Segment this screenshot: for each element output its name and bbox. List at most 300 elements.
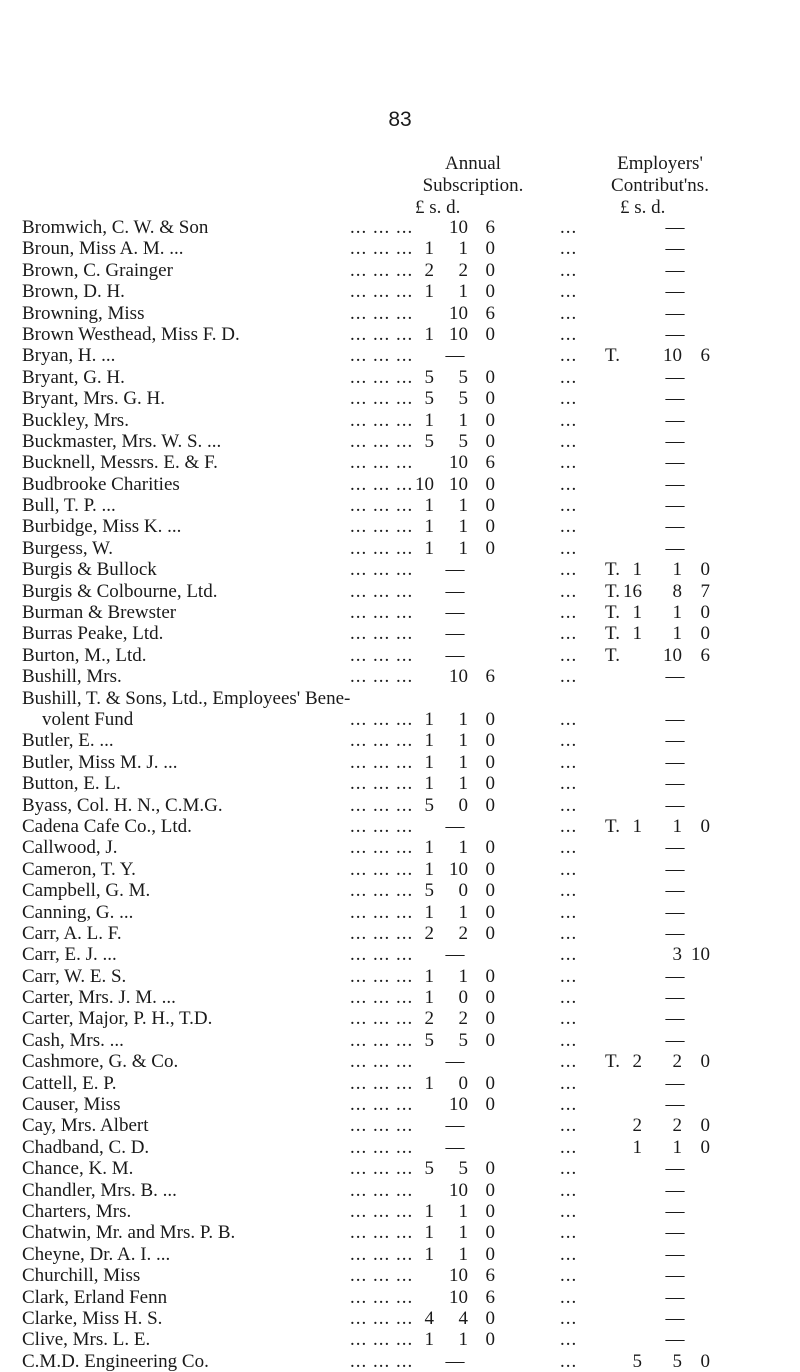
- annual-dash: —: [445, 623, 465, 645]
- list-row: [0, 1030, 800, 1051]
- leader-dots: ... ... ...: [350, 1008, 414, 1030]
- list-row: [0, 431, 800, 452]
- annual-shillings: 5: [458, 366, 468, 388]
- annual-shillings: 1: [458, 965, 468, 987]
- leader-dots: ... ... ...: [350, 751, 414, 773]
- annual-pounds: 5: [424, 1158, 434, 1180]
- leader-dots: ...: [560, 602, 578, 624]
- leader-dots: ...: [560, 409, 578, 431]
- annual-pounds: 5: [424, 880, 434, 902]
- list-row: [0, 281, 800, 302]
- employers-contributions-header: [565, 153, 755, 197]
- annual-pounds: 1: [424, 281, 434, 303]
- leader-dots: ... ... ...: [350, 1222, 414, 1244]
- list-row: [0, 1051, 800, 1072]
- annual-pence: 0: [485, 773, 495, 795]
- leader-dots: ... ... ...: [350, 730, 414, 752]
- leader-dots: ...: [560, 1051, 578, 1073]
- employer-pounds: 1: [632, 559, 642, 581]
- leader-dots: ... ... ...: [350, 922, 414, 944]
- annual-shillings: 10: [449, 302, 468, 324]
- subscriber-name: Buckmaster, Mrs. W. S. ...: [22, 430, 222, 452]
- leader-dots: ... ... ...: [350, 259, 414, 281]
- employer-t-mark: T.: [605, 345, 620, 367]
- list-row: [0, 837, 800, 858]
- annual-pence: 0: [485, 1179, 495, 1201]
- subscriber-name: Cadena Cafe Co., Ltd.: [22, 815, 192, 837]
- annual-pounds: 4: [424, 1307, 434, 1329]
- leader-dots: ...: [560, 858, 578, 880]
- subscriber-name: Chance, K. M.: [22, 1158, 134, 1180]
- employer-dash: —: [665, 1307, 685, 1329]
- leader-dots: ...: [560, 473, 578, 495]
- leader-dots: ...: [560, 1094, 578, 1116]
- subscriber-name: Carr, E. J. ...: [22, 944, 117, 966]
- annual-shillings: 2: [458, 259, 468, 281]
- annual-shillings: 5: [458, 388, 468, 410]
- annual-pounds: 1: [424, 495, 434, 517]
- employer-shillings: 1: [672, 559, 682, 581]
- subscriber-name: Burman & Brewster: [22, 602, 177, 624]
- annual-pence: 0: [485, 388, 495, 410]
- leader-dots: ... ... ...: [350, 880, 414, 902]
- annual-pounds: 1: [424, 1072, 434, 1094]
- annual-shillings: 0: [458, 987, 468, 1009]
- employer-shillings: 10: [663, 345, 682, 367]
- annual-dash: —: [445, 345, 465, 367]
- annual-shillings: 1: [458, 281, 468, 303]
- annual-shillings: 4: [458, 1307, 468, 1329]
- leader-dots: ... ... ...: [350, 666, 414, 688]
- employer-shillings: 1: [672, 602, 682, 624]
- list-row: [0, 752, 800, 773]
- leader-dots: ... ... ...: [350, 1158, 414, 1180]
- list-row: [0, 495, 800, 516]
- leader-dots: ... ... ...: [350, 1094, 414, 1116]
- subscriber-name: Brown, C. Grainger: [22, 259, 173, 281]
- subscriber-name: Carr, A. L. F.: [22, 922, 122, 944]
- annual-shillings: 10: [449, 666, 468, 688]
- leader-dots: ... ... ...: [350, 323, 414, 345]
- employer-shillings: 5: [672, 1350, 682, 1372]
- leader-dots: ... ... ...: [350, 708, 414, 730]
- list-row: [0, 773, 800, 794]
- subscriber-name: Brown, D. H.: [22, 281, 125, 303]
- subscriber-name: Burgess, W.: [22, 537, 113, 559]
- subscription-list: [0, 217, 800, 1372]
- leader-dots: ...: [560, 559, 578, 581]
- annual-pence: 0: [485, 751, 495, 773]
- list-row: [0, 1158, 800, 1179]
- list-row: [0, 410, 800, 431]
- leader-dots: ... ... ...: [350, 281, 414, 303]
- leader-dots: ...: [560, 880, 578, 902]
- leader-dots: ...: [560, 922, 578, 944]
- subscriber-name: Callwood, J.: [22, 837, 118, 859]
- annual-shillings: 10: [449, 858, 468, 880]
- annual-pounds: 1: [424, 238, 434, 260]
- list-row: [0, 260, 800, 281]
- leader-dots: ...: [560, 238, 578, 260]
- subscriber-name: Bushill, Mrs.: [22, 666, 122, 688]
- employer-dash: —: [665, 666, 685, 688]
- employer-shillings: 1: [672, 623, 682, 645]
- employer-dash: —: [665, 751, 685, 773]
- list-row: [0, 217, 800, 238]
- employer-dash: —: [665, 1029, 685, 1051]
- list-row: [0, 709, 800, 730]
- annual-pounds: 1: [424, 537, 434, 559]
- subscriber-name: Bucknell, Messrs. E. & F.: [22, 452, 218, 474]
- annual-pence: 0: [485, 409, 495, 431]
- employer-t-mark: T.: [605, 815, 620, 837]
- annual-shillings: 1: [458, 901, 468, 923]
- list-row: [0, 966, 800, 987]
- employer-shillings: 2: [672, 1051, 682, 1073]
- annual-pence: 0: [485, 1094, 495, 1116]
- employer-dash: —: [665, 987, 685, 1009]
- leader-dots: ... ... ...: [350, 901, 414, 923]
- annual-pounds: 1: [424, 1243, 434, 1265]
- employer-pounds: 16: [623, 580, 642, 602]
- employer-pence: 10: [691, 944, 710, 966]
- list-row: [0, 538, 800, 559]
- leader-dots: ... ... ...: [350, 1072, 414, 1094]
- annual-pence: 0: [485, 922, 495, 944]
- leader-dots: ...: [560, 730, 578, 752]
- subscriber-name: Cameron, T. Y.: [22, 858, 136, 880]
- employer-dash: —: [665, 1200, 685, 1222]
- subscriber-name: Causer, Miss: [22, 1094, 121, 1116]
- leader-dots: ... ... ...: [350, 623, 414, 645]
- annual-shillings: 5: [458, 1158, 468, 1180]
- employer-dash: —: [665, 965, 685, 987]
- leader-dots: ... ... ...: [350, 430, 414, 452]
- annual-shillings: 1: [458, 495, 468, 517]
- employer-dash: —: [665, 217, 685, 238]
- employer-t-mark: T.: [605, 623, 620, 645]
- subscriber-name: Broun, Miss A. M. ...: [22, 238, 184, 260]
- annual-pounds: 10: [415, 473, 434, 495]
- leader-dots: ... ... ...: [350, 1286, 414, 1308]
- list-row: [0, 324, 800, 345]
- employer-dash: —: [665, 281, 685, 303]
- list-row: [0, 645, 800, 666]
- employer-pence: 6: [700, 644, 710, 666]
- leader-dots: ...: [560, 1158, 578, 1180]
- annual-shillings: 1: [458, 773, 468, 795]
- list-row: [0, 367, 800, 388]
- list-row: [0, 1329, 800, 1350]
- annual-pence: 0: [485, 901, 495, 923]
- leader-dots: ...: [560, 644, 578, 666]
- employer-dash: —: [665, 1179, 685, 1201]
- employer-t-mark: T.: [605, 602, 620, 624]
- annual-pounds: 1: [424, 773, 434, 795]
- list-row: [0, 388, 800, 409]
- annual-pence: 0: [485, 1072, 495, 1094]
- employer-dash: —: [665, 537, 685, 559]
- employer-dash: —: [665, 409, 685, 431]
- subscriber-name: Charters, Mrs.: [22, 1200, 132, 1222]
- annual-pence: 0: [485, 537, 495, 559]
- annual-dash: —: [445, 1115, 465, 1137]
- leader-dots: ... ... ...: [350, 217, 414, 238]
- leader-dots: ...: [560, 259, 578, 281]
- leader-dots: ...: [560, 430, 578, 452]
- leader-dots: ... ... ...: [350, 1179, 414, 1201]
- annual-shillings: 1: [458, 1243, 468, 1265]
- annual-pence: 0: [485, 1329, 495, 1351]
- employer-dash: —: [665, 238, 685, 260]
- subscriber-name: Cattell, E. P.: [22, 1072, 117, 1094]
- leader-dots: ...: [560, 1307, 578, 1329]
- employer-dash: —: [665, 1243, 685, 1265]
- subscriber-name: Brown Westhead, Miss F. D.: [22, 323, 240, 345]
- subscriber-name: Burbidge, Miss K. ...: [22, 516, 182, 538]
- list-row: [0, 666, 800, 687]
- annual-pounds: 5: [424, 366, 434, 388]
- subscriber-name: Clark, Erland Fenn: [22, 1286, 168, 1308]
- leader-dots: ...: [560, 388, 578, 410]
- leader-dots: ... ... ...: [350, 987, 414, 1009]
- annual-dash: —: [445, 644, 465, 666]
- annual-shillings: 10: [449, 1179, 468, 1201]
- leader-dots: ... ... ...: [350, 644, 414, 666]
- employer-dash: —: [665, 495, 685, 517]
- annual-pence: 6: [485, 1265, 495, 1287]
- leader-dots: ... ... ...: [350, 495, 414, 517]
- annual-pence: 6: [485, 302, 495, 324]
- annual-pounds: 1: [424, 409, 434, 431]
- list-row: [0, 452, 800, 473]
- employer-dash: —: [665, 366, 685, 388]
- employer-t-mark: T.: [605, 580, 620, 602]
- annual-shillings: 1: [458, 1200, 468, 1222]
- leader-dots: ...: [560, 217, 578, 238]
- employer-pence: 0: [700, 559, 710, 581]
- leader-dots: ...: [560, 1136, 578, 1158]
- employer-dash: —: [665, 452, 685, 474]
- leader-dots: ... ... ...: [350, 944, 414, 966]
- leader-dots: ... ... ...: [350, 516, 414, 538]
- leader-dots: ...: [560, 773, 578, 795]
- leader-dots: ... ... ...: [350, 559, 414, 581]
- employer-pounds: 1: [632, 1136, 642, 1158]
- leader-dots: ...: [560, 366, 578, 388]
- subscriber-name: C.M.D. Engineering Co.: [22, 1350, 209, 1372]
- subscriber-name: Butler, Miss M. J. ...: [22, 751, 178, 773]
- annual-shillings: 0: [458, 1072, 468, 1094]
- annual-pence: 6: [485, 217, 495, 238]
- leader-dots: ...: [560, 495, 578, 517]
- employer-dash: —: [665, 302, 685, 324]
- annual-pence: 0: [485, 516, 495, 538]
- list-row: [0, 303, 800, 324]
- annual-shillings: 1: [458, 238, 468, 260]
- annual-dash: —: [445, 602, 465, 624]
- subscriber-name: Buckley, Mrs.: [22, 409, 129, 431]
- annual-pence: 0: [485, 880, 495, 902]
- leader-dots: ... ... ...: [350, 773, 414, 795]
- annual-shillings: 10: [449, 1094, 468, 1116]
- annual-shillings: 1: [458, 730, 468, 752]
- annual-pence: 0: [485, 430, 495, 452]
- employer-dash: —: [665, 730, 685, 752]
- subscriber-name: Budbrooke Charities: [22, 473, 180, 495]
- leader-dots: ...: [560, 1243, 578, 1265]
- annual-pounds: 5: [424, 1029, 434, 1051]
- list-row: [0, 345, 800, 366]
- leader-dots: ...: [560, 965, 578, 987]
- annual-shillings: 1: [458, 1329, 468, 1351]
- leader-dots: ... ... ...: [350, 837, 414, 859]
- list-row: [0, 1137, 800, 1158]
- list-row: [0, 1287, 800, 1308]
- subscriber-name: volent Fund: [42, 708, 134, 730]
- leader-dots: ...: [560, 1265, 578, 1287]
- leader-dots: ...: [560, 516, 578, 538]
- annual-pounds: 1: [424, 901, 434, 923]
- annual-pounds: 5: [424, 430, 434, 452]
- annual-pence: 0: [485, 1029, 495, 1051]
- employer-dash: —: [665, 1094, 685, 1116]
- employer-dash: —: [665, 1265, 685, 1287]
- subscriber-name: Browning, Miss: [22, 302, 145, 324]
- leader-dots: ... ... ...: [350, 858, 414, 880]
- subscriber-name: Clive, Mrs. L. E.: [22, 1329, 151, 1351]
- annual-shillings: 10: [449, 217, 468, 238]
- leader-dots: ... ... ...: [350, 1307, 414, 1329]
- subscriber-name: Burgis & Bullock: [22, 559, 157, 581]
- subscriber-name: Bushill, T. & Sons, Ltd., Employees' Bene-: [22, 687, 351, 709]
- employer-t-mark: T.: [605, 559, 620, 581]
- employer-pence: 0: [700, 1136, 710, 1158]
- leader-dots: ... ... ...: [350, 580, 414, 602]
- list-row: [0, 795, 800, 816]
- annual-pounds: 1: [424, 1329, 434, 1351]
- list-row: [0, 559, 800, 580]
- leader-dots: ... ... ...: [350, 1200, 414, 1222]
- annual-pounds: 5: [424, 388, 434, 410]
- annual-pence: 0: [485, 837, 495, 859]
- list-row: [0, 923, 800, 944]
- employer-shillings: 2: [672, 1115, 682, 1137]
- leader-dots: ...: [560, 1008, 578, 1030]
- employer-t-mark: T.: [605, 1051, 620, 1073]
- subscriber-name: Byass, Col. H. N., C.M.G.: [22, 794, 223, 816]
- employer-dash: —: [665, 708, 685, 730]
- annual-pence: 0: [485, 708, 495, 730]
- subscriber-name: Button, E. L.: [22, 773, 121, 795]
- list-row: [0, 1180, 800, 1201]
- subscriber-name: Butler, E. ...: [22, 730, 114, 752]
- employer-pounds: 2: [632, 1051, 642, 1073]
- employer-dash: —: [665, 880, 685, 902]
- leader-dots: ...: [560, 751, 578, 773]
- subscriber-name: Chatwin, Mr. and Mrs. P. B.: [22, 1222, 236, 1244]
- list-row: [0, 1308, 800, 1329]
- leader-dots: ... ... ...: [350, 302, 414, 324]
- employer-dash: —: [665, 1286, 685, 1308]
- employer-pence: 0: [700, 1051, 710, 1073]
- employer-dash: —: [665, 259, 685, 281]
- list-row: [0, 623, 800, 644]
- annual-shillings: 0: [458, 880, 468, 902]
- list-row: [0, 1351, 800, 1372]
- employer-pence: 0: [700, 1350, 710, 1372]
- annual-pounds: 1: [424, 1200, 434, 1222]
- employer-pounds: 2: [632, 1115, 642, 1137]
- list-row: [0, 1201, 800, 1222]
- annual-shillings: 10: [449, 452, 468, 474]
- annual-shillings: 10: [449, 1265, 468, 1287]
- list-row: [0, 816, 800, 837]
- annual-pence: 0: [485, 1200, 495, 1222]
- leader-dots: ...: [560, 708, 578, 730]
- employer-dash: —: [665, 773, 685, 795]
- annual-pounds: 1: [424, 751, 434, 773]
- employer-header-text: Employers' Contribut'ns.: [611, 153, 709, 196]
- leader-dots: ... ... ...: [350, 1329, 414, 1351]
- employer-t-mark: T.: [605, 644, 620, 666]
- subscriber-name: Campbell, G. M.: [22, 880, 151, 902]
- leader-dots: ...: [560, 1115, 578, 1137]
- annual-pence: 0: [485, 281, 495, 303]
- annual-pounds: 1: [424, 965, 434, 987]
- leader-dots: ... ... ...: [350, 452, 414, 474]
- employer-shillings: 3: [672, 944, 682, 966]
- leader-dots: ...: [560, 666, 578, 688]
- leader-dots: ...: [560, 452, 578, 474]
- employer-pounds: 1: [632, 623, 642, 645]
- leader-dots: ... ... ...: [350, 1136, 414, 1158]
- leader-dots: ...: [560, 837, 578, 859]
- list-row: [0, 1115, 800, 1136]
- annual-shillings: 10: [449, 473, 468, 495]
- employer-dash: —: [665, 516, 685, 538]
- annual-pounds: 5: [424, 794, 434, 816]
- annual-pence: 0: [485, 1307, 495, 1329]
- employer-dash: —: [665, 1222, 685, 1244]
- subscriber-name: Bryan, H. ...: [22, 345, 116, 367]
- annual-pence: 0: [485, 730, 495, 752]
- list-row: [0, 238, 800, 259]
- list-row: [0, 1008, 800, 1029]
- subscriber-name: Clarke, Miss H. S.: [22, 1307, 163, 1329]
- employer-dash: —: [665, 1158, 685, 1180]
- employer-dash: —: [665, 922, 685, 944]
- annual-dash: —: [445, 815, 465, 837]
- leader-dots: ...: [560, 1179, 578, 1201]
- leader-dots: ... ... ...: [350, 238, 414, 260]
- leader-dots: ...: [560, 1222, 578, 1244]
- list-row: [0, 1073, 800, 1094]
- leader-dots: ... ... ...: [350, 1115, 414, 1137]
- leader-dots: ... ... ...: [350, 1051, 414, 1073]
- employer-pence: 0: [700, 623, 710, 645]
- annual-pounds: 2: [424, 922, 434, 944]
- list-row: [0, 1244, 800, 1265]
- leader-dots: ... ... ...: [350, 1350, 414, 1372]
- list-row: [0, 1265, 800, 1286]
- annual-pence: 6: [485, 452, 495, 474]
- subscriber-name: Bryant, Mrs. G. H.: [22, 388, 166, 410]
- leader-dots: ...: [560, 281, 578, 303]
- annual-pounds: 1: [424, 516, 434, 538]
- annual-pence: 0: [485, 794, 495, 816]
- subscriber-name: Bryant, G. H.: [22, 366, 125, 388]
